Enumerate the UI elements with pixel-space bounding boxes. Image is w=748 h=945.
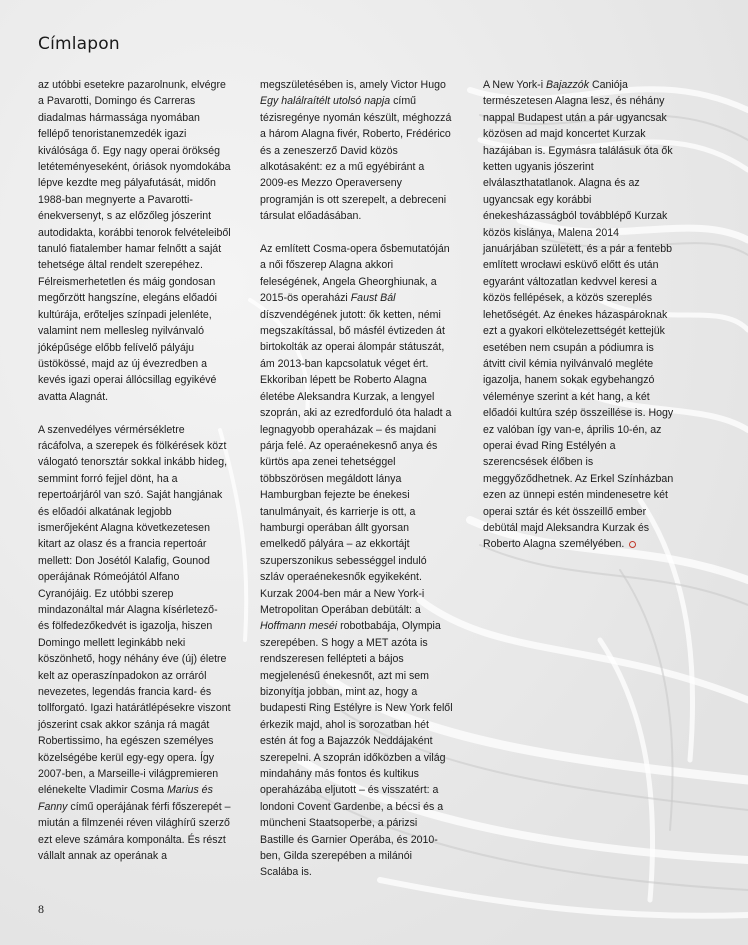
article-column-1 [38,77,231,881]
paragraph: A New York-i Bajazzók Caniója természetesen Alagna lesz, és néhány nappal Budapest után a pár ugyancsak közösen ad majd koncertet Kurzak hazájában is. Egymásra találásuk óta ők ketten ugyanis jószerint elválaszthatatlanok. Alagna és az ugyancsak egy korábbi énekesházasságból továbblépő Kurzak közös kislánya, Malena 2014 januárjában született, és a pár a fentebb említett wrocławi esküvő előtt és után egyaránt változatlan kedvvel keresi a közös fellépések, a közös szereplés lehetőségét. Az énekes házaspároknak ezt a gyakori elkötelezettségét kettejük esetében nem csupán a pódiumra is átvitt civil kémia nyilvánvaló megléte igazolja, hanem sokak egybehangzó véleménye szerint a két hang, a két előadói kultúra szép összeillése is. Hogy ez valóban így van-e, április 10-én, az operai évad Ring Estélyén a szerencsések élőben is meggyőződhetnek. Az Erkel Színházban ezen az ünnepi estén mindenesetre két operai sztár és két összeillő ember debütál majd Aleksandra Kurzak és Roberto Alagna személyében. [483,79,674,551]
page-number: 8 [38,902,44,916]
article-column-2 [260,77,453,897]
italic-title: Marius és Fanny [38,784,213,813]
paragraph: Az említett Cosma-opera ősbemutatóján a női főszerep Alagna akkori feleségének, Angela Gheorghiunak, a 2015-ös operaházi Faust Bál díszvendégének jutott: ők ketten, némi megszakítással, bő másfél évtizeden át birtokolták az operai álompár státuszát, ám 2013-ban kapcsolatuk véget ért. Ekkoriban lépett be Roberto Alagna életébe Aleksandra Kurzak, a lengyel szoprán, aki az ezredforduló óta haladt a legnagyobb operaházak – és majdani párja felé. Az operaénekesnő anya és kürtös apa zenei tehetséggel többszörösen megáldott lánya Hamburgban fejezte be énekesi tanulmányait, és karrierje is ott, a hamburgi operában állt gyorsan emelkedő pályára – az ekkortájt szuperszonikus sebességgel induló szláv operaénekesnők egyikeként. Kurzak 2004-ben már a New York-i Metropolitan Operában debütált: a Hoffmann meséi robotbabája, Olympia szerepében. S hogy a MET azóta is rendszeresen fellépteti a bájos megjelenésű énekesnőt, azt mi sem bizonyítja jobban, mint az, hogy a budapesti Ring Estélyre is New York felől érkezik majd, ahol is sorozatban hét estén át fog a Bajazzók Neddájaként szerepelni. A szoprán időközben a világ mindahány más fontos és kultikus operaházába eljutott – és visszatért: a londoni Covent Gardenbe, a bécsi és a müncheni Staatsoperbe, a párizsi Bastille és Garnier Operába, és 2010-ben, Gilda szerepében a milánói Scalába is. [260,243,453,879]
italic-title: Faust Bál [350,292,396,305]
paragraph: A szenvedélyes vérmérsékletre rácáfolva, a szerepek és fölkérések közt válogató tenorsztár sokkal inkább hideg, semmint forró fejjel dönt, ha a repertoárjáról van szó. Saját hangjának és előadói alkatának legjobb ismerőjeként Alagna következetesen kitart az olasz és a francia repertoár mellett: Don Josétól Kalafig, Gounod operájának Rómeójától Alfano Cyranójáig. Ez utóbbi szerep mindazonáltal már Alagna kísérletező- és fölfedezőkedvét is igazolja, hiszen Domingo mellett leginkább neki köszönhető, hogy néhány éve (új) életre kelt az operaszínpadokon az orráról nevezetes, legendás francia kard- és tollforgató. Igazi határátlépésekre viszont jószerint csak akkor szánja rá magát Robertissimo, ha egészen személyes közelségébe kerül egy-egy opera. Így 2007-ben, a Marseille-i világpremieren elénekelte Vladimir Cosma Marius és Fanny című operájának férfi főszerepét – miután a filmzenéi réven világhírű szerző ezt eleve számára komponálta. És részt vállalt annak az operának a [38,423,231,863]
paragraph: megszületésében is, amely Victor Hugo Egy halálraítélt utolsó napja című tézisregénye nyomán készült, méghozzá a három Alagna fivér, Roberto, Frédérico és a zeneszerző David közös alkotásaként: ez a mű egyébiránt a 2009-es Mezzo Operaverseny programján is ott szerepelt, a debreceni társulat előadásában. [260,79,452,223]
article-column-3 [483,77,676,569]
paragraph: az utóbbi esetekre pazarolnunk, elvégre a Pavarotti, Domingo és Carreras diadalmas hármassága nyomában fellépő tenoristanemzedék igazi kiválósága ő. Egy nagy operai örökség letéteményeseként, óriások nyomdokába lépve kezdte meg pályafutását, midőn 1988-ban megnyerte a Pavarotti-énekversenyt, s az előzőleg jószerint autodidakta, korábbi tenorok felvételeiből tanuló fiatalember hamar felnőtt a saját tehetsége által rendelt szerepéhez. Félreismerhetetlen és máig gondosan megőrzött hangszíne, elegáns előadói kultúrája, erőteljes színpadi jelenléte, valamint nem mellesleg nyilvánvaló jóképűsége előbb felívelő pályáju üstökössé, majd az új évezredben a kevés igazi operai állócsillag egyikévé avatta Alagnát. [38,79,231,403]
italic-title: Bajazzók [546,79,590,91]
italic-title: Egy halálraítélt utolsó napja [260,95,391,108]
italic-title: Hoffmann meséi [260,620,338,633]
section-title: Címlapon [38,34,120,54]
end-of-article-icon [629,541,636,548]
